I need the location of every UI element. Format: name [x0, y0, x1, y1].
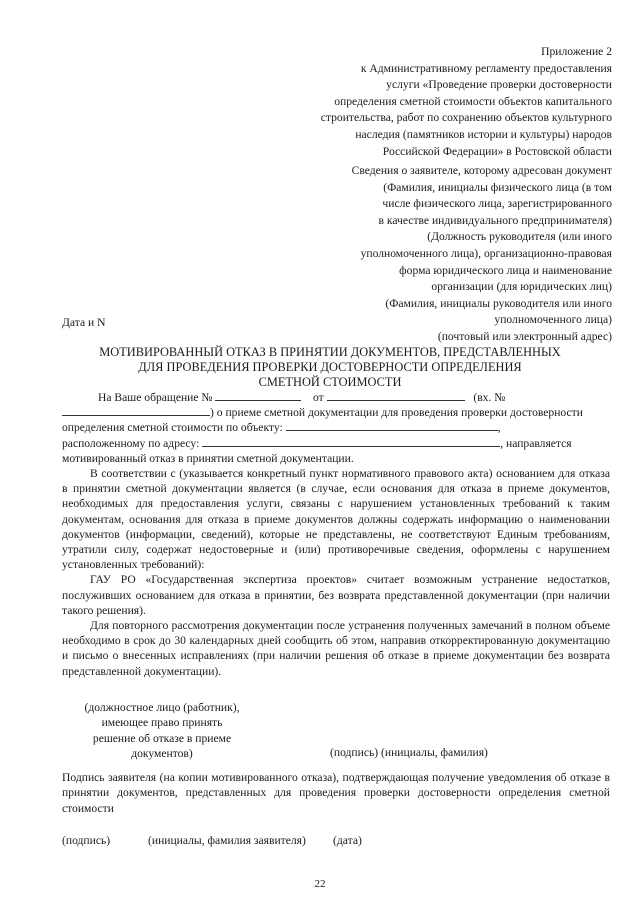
refusal-sent-text: , направляется мотивированный отказ в принятии сметной документации. — [62, 436, 572, 465]
applicant-signature-label: (подпись) — [62, 834, 111, 847]
appendix-line: Приложение 2 — [541, 45, 612, 58]
address-label: расположенному по адресу: — [62, 436, 200, 450]
date-number-label: Дата и N — [62, 316, 106, 329]
addressee-line: числе физического лица, зарегистрированного — [382, 197, 612, 211]
title-line: ДЛЯ ПРОВЕДЕНИЯ ПРОВЕРКИ ДОСТОВЕРНОСТИ ОПРЕДЕЛЕНИЯ — [138, 360, 522, 374]
title-line: МОТИВИРОВАННЫЙ ОТКАЗ В ПРИНЯТИИ ДОКУМЕНТОВ, ПРЕДСТАВЛЕННЫХ — [99, 345, 561, 359]
appendix-line: наследия (памятников истории и культуры) народов — [355, 127, 612, 141]
addressee-line: (Фамилия, инициалы физического лица (в том — [383, 180, 612, 194]
official-signature-block — [62, 700, 262, 762]
request-date-field[interactable] — [327, 390, 465, 401]
document-title — [60, 345, 600, 390]
official-signature-caption: (подпись) (инициалы, фамилия) — [330, 746, 488, 759]
request-number-field[interactable] — [215, 390, 301, 401]
addressee-line: уполномоченного лица), организационно-правовая — [360, 246, 612, 260]
page-number: 22 — [314, 878, 326, 890]
official-line: (должностное лицо (работник), — [84, 701, 240, 714]
applicant-confirmation-text: Подпись заявителя (на копии мотивированного отказа), подтверждающая получение уведомления об отказе в принятии документов, представленных для проведения проверки достоверности определения сметной стоимости — [62, 771, 610, 815]
request-text: ) о приеме сметной документации для проведения проверки достоверности определения сметной стоимости по объекту: — [62, 406, 583, 435]
paragraph-resubmission: Для повторного рассмотрения документации после устранения полученных замечаний в полном объеме необходимо в срок до 30 календарных дней сообщить об этом, направив откорректированную документацию и письмо о внесенных исправлениях (при наличии решения об отказе в приеме документации без возврата представленной документации). — [62, 619, 610, 678]
addressee-line: (почтовый или электронный адрес) — [437, 329, 612, 343]
addressee-line: (Фамилия, инициалы руководителя или иного — [385, 296, 612, 310]
addressee-line: (Должность руководителя (или иного — [427, 230, 612, 244]
addressee-line: в качестве индивидуального предпринимателя) — [378, 213, 612, 227]
incoming-number-label: (вх. № — [473, 391, 506, 404]
official-line: имеющее право принять — [101, 716, 223, 730]
official-line: документов) — [131, 747, 193, 761]
request-date-label: от — [313, 391, 324, 404]
appendix-line: строительства, работ по сохранению объектов культурного — [320, 111, 612, 125]
paragraph-request: На Ваше обращение № от (вх. № ) о приеме сметной документации для проведения проверки достоверности определения сметной стоимости по объекту: , расположенному по адресу: , направляется мотивированный отказ в принятии сметной документации. — [62, 391, 583, 465]
address-field[interactable] — [202, 436, 500, 447]
appendix-line: услуги «Проведение проверки достоверности — [386, 78, 612, 92]
addressee-line: Сведения о заявителе, которому адресован документ — [351, 164, 612, 177]
paragraph-remedy: ГАУ РО «Государственная экспертиза проектов» считает возможным устранение недостатков, послуживших основанием для отказа в принятии, без возврата представленной документации (при наличии такого решения). — [62, 573, 610, 617]
addressee-line: организации (для юридических лиц) — [431, 280, 612, 294]
appendix-header — [321, 44, 612, 160]
applicant-date-label: (дата) — [333, 834, 362, 847]
appendix-line: определения сметной стоимости объектов капитального — [334, 94, 612, 108]
applicant-name-label: (инициалы, фамилия заявителя) — [148, 834, 306, 847]
object-field[interactable] — [286, 420, 498, 431]
paragraph-grounds: В соответствии с (указывается конкретный пункт нормативного правового акта) основанием для отказа в принятии сметной документации является (в случае, если основания для отказа в приеме документов, необходимых для предоставления услуги, связаны с нарушением установленных требований к таким документам, основания для отказа в приеме документов должны содержать информацию о наименовании документов (информации, сведений), которые не представлены, не соответствуют Единым требованиям, утратили силу, содержат недостоверные и (или) противоречивые сведения, оформлены с нарушением установленных требований): — [62, 467, 610, 572]
appendix-line: к Административному регламенту предоставления — [360, 61, 612, 75]
addressee-line: форма юридического лица и наименование — [399, 263, 612, 277]
title-line: СМЕТНОЙ СТОИМОСТИ — [258, 375, 402, 389]
document-body — [62, 390, 610, 679]
request-number-label: На Ваше обращение № — [98, 391, 213, 404]
addressee-line: уполномоченного лица) — [494, 313, 612, 327]
addressee-block — [352, 163, 612, 346]
official-line: решение об отказе в приеме — [92, 731, 232, 745]
incoming-number-field[interactable] — [62, 405, 210, 416]
appendix-line: Российской Федерации» в Ростовской области — [382, 144, 612, 158]
